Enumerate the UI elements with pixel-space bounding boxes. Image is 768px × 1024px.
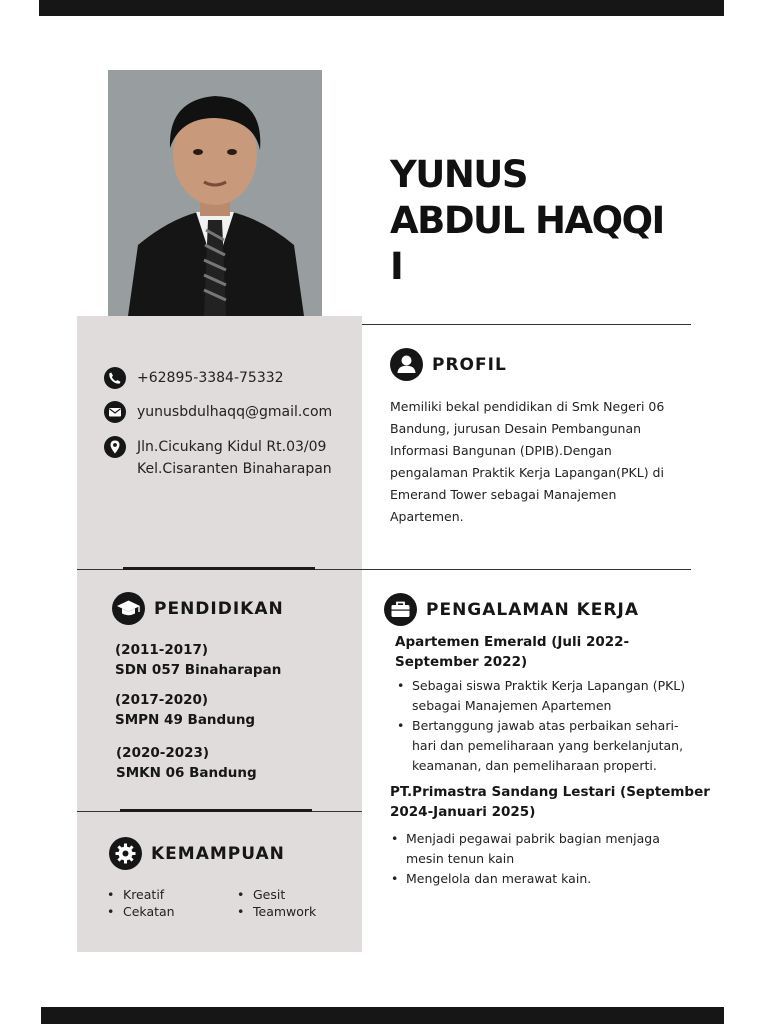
full-name — [390, 152, 730, 290]
divider-top-right — [362, 324, 691, 325]
job-bullets — [392, 676, 685, 776]
profil-line: Memiliki bekal pendidikan di Smk Negeri 06 — [390, 399, 665, 414]
job-title-line: PT.Primastra Sandang Lestari (September — [390, 784, 710, 800]
bullet-line: • Bertanggung jawab atas perbaikan sehari- — [412, 718, 679, 733]
profil-line: Apartemen. — [390, 509, 464, 524]
kemampuan-heading-text: KEMAMPUAN — [151, 843, 285, 864]
bullet-line: keamanan, dan pemeliharaan properti. — [412, 758, 657, 773]
profil-line: Emerand Tower sebagai Manajemen — [390, 487, 617, 502]
email-icon — [104, 401, 126, 423]
education-item — [115, 690, 255, 730]
skills-col-1 — [107, 886, 175, 920]
bullet-line: • Sebagai siswa Praktik Kerja Lapangan (PKL) — [412, 678, 686, 693]
phone-icon — [104, 367, 126, 389]
name-line-3: I — [390, 245, 403, 288]
top-bar — [39, 0, 724, 16]
bullet-line: sebagai Manajemen Apartemen — [412, 698, 612, 713]
name-line-1: YUNUS — [390, 153, 527, 196]
location-icon — [104, 436, 126, 458]
education-school: SMKN 06 Bandung — [116, 765, 257, 781]
education-item — [115, 640, 281, 680]
bullet-line: mesin tenun kain — [406, 851, 515, 866]
name-line-2: ABDUL HAQQI — [390, 199, 664, 242]
job-bullet — [392, 676, 685, 716]
job-title-line: Apartemen Emerald (Juli 2022- — [395, 634, 630, 650]
profil-heading-text: PROFIL — [432, 354, 507, 375]
job-bullet — [386, 869, 660, 889]
education-years: (2011-2017) — [115, 642, 209, 658]
skills-col-2 — [237, 886, 316, 920]
bullet-line: • Menjadi pegawai pabrik bagian menjaga — [406, 831, 660, 846]
job-title — [390, 782, 710, 822]
job-title-line: September 2022) — [395, 654, 528, 670]
education-item — [116, 743, 257, 783]
skill-item: • Teamwork — [237, 903, 316, 920]
user-icon — [390, 348, 423, 381]
gear-icon — [109, 837, 142, 870]
profile-photo — [108, 70, 322, 316]
job-title-line: 2024-Januari 2025) — [390, 804, 536, 820]
bullet-line: • Mengelola dan merawat kain. — [406, 871, 592, 886]
skill-item: • Kreatif — [107, 886, 175, 903]
address-line-2: Kel.Cisaranten Binaharapan — [137, 461, 332, 477]
pendidikan-heading — [112, 592, 284, 625]
pengalaman-heading — [384, 593, 639, 626]
graduation-cap-icon — [112, 592, 145, 625]
skill-item: • Gesit — [237, 886, 316, 903]
profil-line: Bandung, jurusan Desain Pembangunan — [390, 421, 642, 436]
profil-text — [390, 396, 690, 528]
pengalaman-heading-text: PENGALAMAN KERJA — [426, 599, 639, 620]
education-school: SDN 057 Binaharapan — [115, 662, 282, 678]
job-bullets — [386, 829, 660, 889]
briefcase-icon — [384, 593, 417, 626]
bullet-line: hari dan pemeliharaan yang berkelanjutan, — [412, 738, 684, 753]
profil-line: pengalaman Praktik Kerja Lapangan(PKL) di — [390, 465, 664, 480]
divider-accent-2 — [120, 809, 312, 812]
address-line-1: Jln.Cicukang Kidul Rt.03/09 — [137, 439, 327, 455]
job-bullet — [392, 716, 685, 776]
email-address: yunusbdulhaqq@gmail.com — [137, 404, 333, 420]
job-bullet — [386, 829, 660, 869]
education-school: SMPN 49 Bandung — [115, 712, 256, 728]
profil-heading — [390, 348, 507, 381]
phone-number: +62895-3384-75332 — [137, 370, 284, 386]
education-years: (2017-2020) — [115, 692, 209, 708]
profil-line: Informasi Bangunan (DPIB).Dengan — [390, 443, 612, 458]
bottom-bar — [41, 1007, 724, 1024]
divider-accent-1 — [123, 567, 315, 570]
job-title — [395, 632, 629, 672]
education-years: (2020-2023) — [116, 745, 210, 761]
skill-item: • Cekatan — [107, 903, 175, 920]
kemampuan-heading — [109, 837, 285, 870]
pendidikan-heading-text: PENDIDIKAN — [154, 598, 284, 619]
